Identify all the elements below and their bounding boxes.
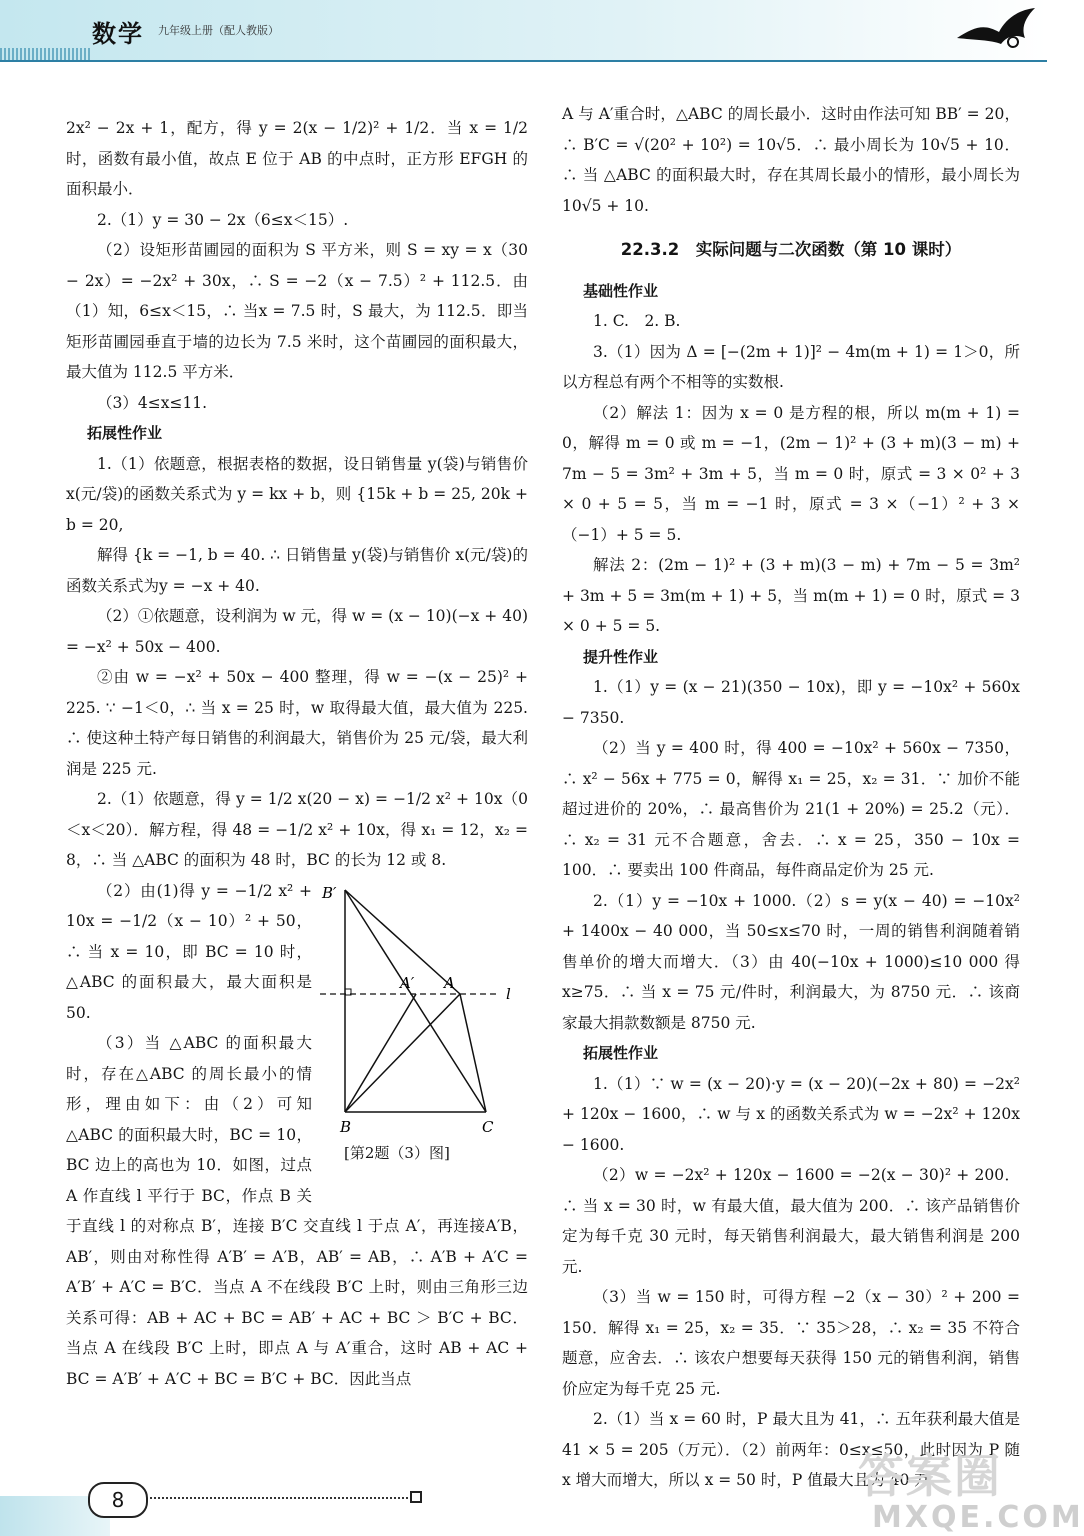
right-column <box>562 99 1020 1496</box>
paragraph: （3）4≤x≤11. <box>97 393 208 412</box>
paragraph: （2）w = −2x² + 120x − 1600 = −2(x − 30)² + 200．∴ 当 x = 30 时，w 有最大值，最大值为 200．∴ 该产品销售价定为每千克 30 元时，每天销售利润最大，最大销售利润是 200 元. <box>562 1166 1020 1276</box>
label-a-prime: A′ <box>400 973 415 992</box>
watermark-logo: 答案圈 <box>858 1449 1002 1503</box>
watermark: MXQE.COM <box>872 1500 1084 1535</box>
paragraph: 1.（1）∵ w = (x − 20)·y = (x − 20)(−2x + 80) = −2x² + 120x − 1600，∴ w 与 x 的函数关系式为 w = −2x² + 120x − 1600. <box>562 1074 1020 1154</box>
section-heading: 拓展性作业 <box>87 424 163 442</box>
bird-logo-icon <box>955 4 1041 54</box>
figure-caption: [第2题（3）图] <box>344 1143 450 1162</box>
paragraph: A 与 A′重合时，△ABC 的周长最小．这时由作法可知 BB′ = 20，∴ B′C = √(20² + 10²) = 10√5．∴ 最小周长为 10√5 + 10．∴ 当 △ABC 的面积最大时，存在其周长最小的情形，最小周长为 10√5 + 10. <box>562 105 1020 215</box>
page-header <box>0 0 1047 62</box>
paragraph: （2）由(1)得 y = −1/2 x² + 10x = −1/2（x − 10）² + 50，∴ 当 x = 10，即 BC = 10 时，△ABC 的面积最大，最大面积是 50. <box>66 881 312 1022</box>
label-c: C <box>482 1117 494 1136</box>
paragraph: （2）当 y = 400 时，得 400 = −10x² + 560x − 7350，∴ x² − 56x + 775 = 0，解得 x₁ = 25，x₂ = 31．∵ 加价不能超过进价的 20%，∴ 最高售价为 21(1 + 20%) = 25.2（元）．∴ x₂ = 31 元不合题意，舍去．∴ x = 25，350 − 10x = 100．∴ 要卖出 100 件商品，每件商品定价为 25 元. <box>562 739 1020 879</box>
paragraph: 2.（1）y = −10x + 1000.（2）s = y(x − 40) = −10x² + 1400x − 40 000，当 50≤x≤70 时，一周的销售利润随着销售单价的增大而增大．（3）由 40(−10x + 1000)≤10 000 得 x≥75．∴ 当 x = 75 元/件时，利润最大，为 8750 元．∴ 该商家最大捐款数额是 8750 元. <box>562 891 1020 1032</box>
paragraph: 2.（1）y = 30 − 2x（6≤x＜15）. <box>97 210 349 229</box>
paragraph: 解得 {k = −1, b = 40. ∴ 日销售量 y(袋)与销售价 x(元/袋)的函数关系式为y = −x + 40. <box>66 546 528 595</box>
triangle-diagram <box>320 880 528 1136</box>
paragraph: 2.（1）当 x = 60 时，P 最大且为 41，∴ 五年获利最大值是 41 × 5 = 205（万元）．（2）前两年：0≤x≤50，此时因为 P 随 x 增大而增大，所以 x = 50 时，P 值最大且为 40 万 <box>562 1410 1020 1489</box>
label-l: l <box>506 984 511 1003</box>
grade-label: 九年级上册（配人教版） <box>158 24 279 37</box>
footer-square-icon <box>410 1491 422 1503</box>
paragraph: 3.（1）因为 Δ = [−(2m + 1)]² − 4m(m + 1) = 1＞0，所以方程总有两个不相等的实数根. <box>562 342 1020 391</box>
paragraph: 1.（1）依题意，根据表格的数据，设日销售量 y(袋)与销售价 x(元/袋)的函数关系式为 y = kx + b，则 {15k + b = 25, 20k + b = 20, <box>66 454 528 534</box>
paragraph: 1. C. 2. B. <box>593 312 681 330</box>
left-column <box>66 113 528 1394</box>
subject-title: 数学 <box>92 20 144 48</box>
section-heading: 提升性作业 <box>583 647 659 666</box>
section-title: 22.3.2 实际问题与二次函数（第 10 课时） <box>620 240 962 259</box>
paragraph: （2）①依题意，设利润为 w 元，得 w = (x − 10)(−x + 40) = −x² + 50x − 400. <box>66 607 528 656</box>
paragraph: ②由 w = −x² + 50x − 400 整理，得 w = −(x − 25)² + 225. ∵ −1＜0，∴ 当 x = 25 时，w 取得最大值，最大值为 225. ∴ 使这种土特产每日销售的利润最大，销售价为 25 元/袋，最大利润是 225 元. <box>66 668 528 778</box>
paragraph: （2）解法 1：因为 x = 0 是方程的根，所以 m(m + 1) = 0，解得 m = 0 或 m = −1，(2m − 1)² + (3 + m)(3 − m) + 7m − 5 = 3m² + 3m + 5，当 m = 0 时，原式 = 3 × 0² + 3 × 0 + 5 = 5，当 m = −1 时，原式 = 3 ×（−1）² + 3 ×（−1）+ 5 = 5. <box>562 403 1020 544</box>
label-a: A <box>444 973 455 992</box>
paragraph: 2.（1）依题意，得 y = 1/2 x(20 − x) = −1/2 x² + 10x（0＜x＜20）．解方程，得 48 = −1/2 x² + 10x，得 x₁ = 12，x₂ = 8，∴ 当 △ABC 的面积为 48 时，BC 的长为 12 或 8. <box>66 790 528 869</box>
paragraph: 解法 2：(2m − 1)² + (3 + m)(3 − m) + 7m − 5 = 3m² + 3m + 5 = 3m(m + 1) + 5，当 m(m + 1) = 0 时，原式 = 3 × 0 + 5 = 5. <box>562 556 1020 635</box>
header-stripes <box>0 48 90 60</box>
label-b: B <box>340 1117 352 1136</box>
paragraph: （2）设矩形苗圃园的面积为 S 平方米，则 S = xy = x（30 − 2x）= −2x² + 30x，∴ S = −2（x − 7.5）² + 112.5．由（1）知，6≤x＜15，∴ 当x = 7.5 时，S 最大，为 112.5．即当矩形苗圃园垂直于墙的边长为 7.5 米时，这个苗圃园的面积最大，最大值为 112.5 平方米． <box>66 241 528 381</box>
geometry-figure <box>320 880 528 1180</box>
paragraph: （3）当 w = 150 时，可得方程 −2（x − 30）² + 200 = 150．解得 x₁ = 25，x₂ = 35．∵ 35＞28，∴ x₂ = 35 不符合题意，应舍去．∴ 该农户想要每天获得 150 元的销售利润，销售价应定为每千克 25 元. <box>562 1288 1020 1398</box>
footer-dotted-line <box>150 1497 408 1499</box>
section-heading: 基础性作业 <box>583 281 659 300</box>
paragraph: （3）当 △ABC 的面积最大时，存在△ABC 的周长最小的情形，理由如下：由（2）可知 △ABC 的面积最大时，BC = 10，BC 边上的高也为 10．如图，过点 A 作直线 l 平行于 BC，作点 B 关于直线 l 的对称点 B′，连接 B′C 交直线 l 于点 A′，再连接A′B，AB′，则由对称性得 A′B′ = A′B，AB′ = AB，∴ A′B + A′C = A′B′ + A′C = B′C．当点 A 不在线段 B′C 上时，则由三角形三边关系可得：AB + AC + BC = AB′ + AC + BC ＞ B′C + BC．当点 A 在线段 B′C 上时，即点 A 与 A′重合，这时 AB + AC + BC = A′B′ + A′C + BC = B′C + BC．因此当点 <box>66 1034 529 1388</box>
page-number: 8 <box>88 1482 148 1518</box>
label-b-prime: B′ <box>322 883 337 902</box>
paragraph: 1.（1）y = (x − 21)(350 − 10x)，即 y = −10x² + 560x − 7350. <box>562 678 1020 727</box>
paragraph: 2x² − 2x + 1，配方，得 y = 2(x − 1/2)² + 1/2．当 x = 1/2 时，函数有最小值，故点 E 位于 AB 的中点时，正方形 EFGH 的面积最小． <box>66 119 528 198</box>
header-rule <box>0 60 1047 62</box>
section-heading: 拓展性作业 <box>583 1044 659 1062</box>
